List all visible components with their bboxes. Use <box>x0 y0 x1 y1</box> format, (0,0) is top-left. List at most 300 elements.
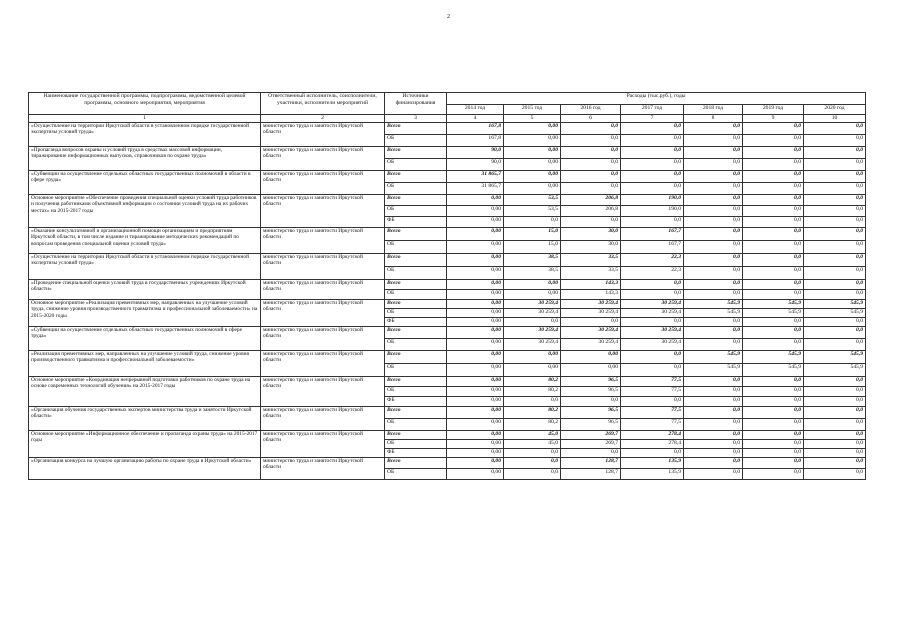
funding-source: Всего <box>385 377 447 387</box>
expense-value: 0,00 <box>447 241 504 254</box>
expense-value: 0,00 <box>504 147 561 159</box>
expense-value: 128,7 <box>561 458 621 469</box>
expense-value: 0,0 <box>743 458 804 469</box>
expense-value: 0,0 <box>804 397 866 407</box>
expense-value: 0,0 <box>504 318 561 327</box>
activity-name: «Субвенции на осуществление отдельных областных государственных полномочий в области в сфере труда» <box>29 171 261 195</box>
expense-value: 30 259,4 <box>621 327 684 339</box>
funding-source: ОБ <box>385 159 447 171</box>
expense-value: 0,0 <box>504 458 561 469</box>
expense-value: 545,9 <box>743 300 804 309</box>
expense-value: 77,5 <box>621 419 684 431</box>
expense-value: 0,0 <box>804 267 866 280</box>
expense-value: 45,0 <box>504 440 561 449</box>
executor-name: министерство труда и занятости Иркутской области <box>261 147 385 171</box>
expense-value: 0,0 <box>804 183 866 195</box>
expense-value: 0,00 <box>447 440 504 449</box>
expense-value: 0,0 <box>743 327 804 339</box>
expense-value: 278,4 <box>621 440 684 449</box>
expense-value: 0,0 <box>743 318 804 327</box>
expense-value: 0,00 <box>447 254 504 267</box>
expense-value: 33,5 <box>561 254 621 267</box>
expense-value: 80,2 <box>504 387 561 397</box>
header-year: 2018 год <box>684 105 743 115</box>
funding-source: ОБ <box>385 290 447 300</box>
funding-source: ФБ <box>385 449 447 458</box>
expense-value: 0,0 <box>684 397 743 407</box>
expense-value: 135,9 <box>621 458 684 469</box>
page-number: 2 <box>447 14 450 20</box>
expense-value: 0,0 <box>804 339 866 351</box>
funding-source: Всего <box>385 458 447 469</box>
expense-value: 30 259,4 <box>621 309 684 318</box>
expense-value: 545,9 <box>684 364 743 377</box>
expense-value: 0,0 <box>743 228 804 241</box>
expense-value: 135,9 <box>621 469 684 480</box>
column-index: 5 <box>504 115 561 123</box>
expense-value: 96,5 <box>561 377 621 387</box>
expense-value: 31 865,7 <box>447 183 504 195</box>
expense-value: 0,0 <box>684 327 743 339</box>
expense-value: 0,0 <box>621 290 684 300</box>
table-row <box>29 377 866 387</box>
expense-value: 22,3 <box>621 254 684 267</box>
expense-value: 0,0 <box>561 318 621 327</box>
expense-value: 143,3 <box>561 280 621 290</box>
column-index: 7 <box>621 115 684 123</box>
expense-value: 0,0 <box>684 183 743 195</box>
column-index: 6 <box>561 115 621 123</box>
expense-value: 278,4 <box>621 431 684 440</box>
expense-value: 0,00 <box>447 458 504 469</box>
funding-source: ОБ <box>385 419 447 431</box>
expense-value: 0,0 <box>561 123 621 135</box>
expense-value: 0,0 <box>743 159 804 171</box>
expense-value: 30,0 <box>561 241 621 254</box>
expense-value: 0,00 <box>447 228 504 241</box>
expense-value: 545,9 <box>743 351 804 364</box>
expense-value: 0,00 <box>504 135 561 147</box>
funding-source: ОБ <box>385 440 447 449</box>
expense-value: 0,0 <box>684 449 743 458</box>
expense-value: 0,00 <box>504 290 561 300</box>
funding-source: Всего <box>385 431 447 440</box>
funding-source: ОБ <box>385 183 447 195</box>
expense-value: 0,0 <box>684 458 743 469</box>
table-row <box>29 327 866 339</box>
table-row <box>29 458 866 469</box>
funding-source: ОБ <box>385 309 447 318</box>
funding-source: ОБ <box>385 469 447 480</box>
funding-source: Всего <box>385 327 447 339</box>
expense-value: 0,0 <box>804 217 866 228</box>
expense-value: 53,5 <box>504 195 561 206</box>
expense-value: 0,0 <box>743 387 804 397</box>
funding-source: Всего <box>385 300 447 309</box>
expense-value: 0,0 <box>804 254 866 267</box>
expense-value: 545,9 <box>743 364 804 377</box>
expense-value: 545,9 <box>684 300 743 309</box>
expense-value: 0,0 <box>684 254 743 267</box>
expense-value: 0,0 <box>804 407 866 419</box>
funding-source: Всего <box>385 123 447 135</box>
expense-value: 167,7 <box>621 228 684 241</box>
expense-value: 0,0 <box>621 217 684 228</box>
expense-value: 0,0 <box>684 135 743 147</box>
expense-value: 190,0 <box>621 206 684 217</box>
expense-value: 0,0 <box>804 159 866 171</box>
header-expenses: Расходы (тыс.руб.), годы <box>447 93 866 105</box>
expense-value: 0,0 <box>684 147 743 159</box>
expense-value: 0,0 <box>743 407 804 419</box>
executor-name: министерство труда и занятости Иркутской области <box>261 228 385 254</box>
expense-value: 0,00 <box>447 290 504 300</box>
expense-value: 545,9 <box>684 309 743 318</box>
expense-value: 0,0 <box>743 147 804 159</box>
expense-value: 77,5 <box>621 377 684 387</box>
expense-value: 0,00 <box>447 327 504 339</box>
expense-value: 0,0 <box>684 377 743 387</box>
expense-value: 0,0 <box>684 195 743 206</box>
expense-value: 0,0 <box>684 159 743 171</box>
expense-value: 0,0 <box>804 440 866 449</box>
expense-value: 0,0 <box>743 397 804 407</box>
expense-value: 0,0 <box>561 397 621 407</box>
expense-value: 15,0 <box>504 228 561 241</box>
expense-value: 0,00 <box>447 206 504 217</box>
activity-name: Основное мероприятие «Информационное обеспечение и пропаганда охраны труда» на 2015-2017 годы <box>29 431 261 458</box>
activity-name: «Проведение специальной оценки условий труда в государственных учреждениях Иркутской области» <box>29 280 261 300</box>
expense-value: 0,00 <box>447 309 504 318</box>
expense-value: 0,0 <box>621 171 684 183</box>
header-year: 2014 год <box>447 105 504 115</box>
expense-value: 53,5 <box>504 206 561 217</box>
expense-value: 90,0 <box>447 159 504 171</box>
expense-value: 0,00 <box>447 195 504 206</box>
expense-value: 206,8 <box>561 206 621 217</box>
header-year: 2017 год <box>621 105 684 115</box>
expense-value: 0,0 <box>684 469 743 480</box>
funding-source: ОБ <box>385 267 447 280</box>
expense-value: 0,0 <box>743 195 804 206</box>
activity-name: «Субвенции на осуществление отдельных областных государственных полномочий в сфере труда» <box>29 327 261 351</box>
expense-value: 30 259,4 <box>561 339 621 351</box>
expense-value: 0,0 <box>804 327 866 339</box>
expense-value: 0,00 <box>447 397 504 407</box>
funding-source: ОБ <box>385 387 447 397</box>
funding-source: ОБ <box>385 364 447 377</box>
expense-value: 0,0 <box>743 431 804 440</box>
expense-value: 167,8 <box>447 135 504 147</box>
expense-value: 0,0 <box>804 280 866 290</box>
expense-value: 0,00 <box>447 431 504 440</box>
expense-value: 0,0 <box>743 135 804 147</box>
expense-value: 80,2 <box>504 377 561 387</box>
expense-value: 0,0 <box>684 290 743 300</box>
funding-source: ОБ <box>385 339 447 351</box>
funding-source: Всего <box>385 147 447 159</box>
activity-name: «Пропаганда вопросов охраны и условий труда в средствах массовой информации, тиражирование информационных выпусков, справочников по охране труда» <box>29 147 261 171</box>
column-index: 9 <box>743 115 804 123</box>
expense-value: 0,0 <box>743 217 804 228</box>
expense-value: 0,0 <box>684 440 743 449</box>
expense-value: 0,0 <box>804 431 866 440</box>
header-year: 2019 год <box>743 105 804 115</box>
expense-value: 30 259,4 <box>561 309 621 318</box>
expense-value: 0,0 <box>804 135 866 147</box>
table-row <box>29 300 866 309</box>
expense-value: 545,9 <box>684 351 743 364</box>
expense-value: 80,2 <box>504 407 561 419</box>
expense-value: 0,0 <box>804 123 866 135</box>
expense-value: 15,0 <box>504 241 561 254</box>
expense-value: 0,0 <box>684 280 743 290</box>
expense-value: 0,00 <box>447 419 504 431</box>
expense-value: 0,0 <box>743 440 804 449</box>
activity-name: «Оказание консультативной и организационной помощи организациям и предприятиям Иркутской области, в том числе издание и тиражирование методических рекомендаций по вопросам проведения специальной оценки условий труда» <box>29 228 261 254</box>
expense-value: 0,00 <box>447 469 504 480</box>
executor-name: министерство труда и занятости Иркутской области <box>261 280 385 300</box>
expense-value: 0,00 <box>447 217 504 228</box>
expense-value: 0,00 <box>561 364 621 377</box>
expense-value: 0,0 <box>621 123 684 135</box>
expense-value: 77,5 <box>621 407 684 419</box>
header-executor: Ответственный исполнитель, соисполнители, участники, исполнители мероприятий <box>261 93 385 115</box>
expense-value: 0,0 <box>621 318 684 327</box>
executor-name: министерство труда и занятости Иркутской области <box>261 254 385 280</box>
activity-name: «Организация конкурса на лучшую организацию работы по охране труда в Иркутской области» <box>29 458 261 480</box>
funding-source: Всего <box>385 171 447 183</box>
expense-value: 0,0 <box>561 159 621 171</box>
header-year: 2016 год <box>561 105 621 115</box>
expense-value: 0,0 <box>621 397 684 407</box>
expense-value: 0,00 <box>447 377 504 387</box>
expense-value: 30,0 <box>561 228 621 241</box>
expense-value: 0,0 <box>684 206 743 217</box>
expense-value: 545,9 <box>804 364 866 377</box>
expense-value: 0,0 <box>621 159 684 171</box>
expenses-table <box>28 92 866 480</box>
expense-value: 0,00 <box>447 280 504 290</box>
funding-source: Всего <box>385 351 447 364</box>
expense-value: 206,8 <box>561 195 621 206</box>
expense-value: 33,5 <box>561 267 621 280</box>
expense-value: 0,00 <box>504 123 561 135</box>
expense-value: 0,0 <box>743 419 804 431</box>
expense-value: 0,00 <box>447 339 504 351</box>
executor-name: министерство труда и занятости Иркутской области <box>261 458 385 480</box>
expense-value: 96,5 <box>561 419 621 431</box>
expense-value: 0,0 <box>621 135 684 147</box>
expense-value: 167,8 <box>447 123 504 135</box>
expense-value: 0,0 <box>804 228 866 241</box>
expense-value: 0,0 <box>804 171 866 183</box>
expense-value: 0,0 <box>804 195 866 206</box>
expense-value: 167,7 <box>621 241 684 254</box>
funding-source: Всего <box>385 280 447 290</box>
executor-name: министерство труда и занятости Иркутской области <box>261 123 385 147</box>
expense-value: 0,0 <box>561 171 621 183</box>
expense-value: 0,0 <box>743 290 804 300</box>
expense-value: 0,0 <box>743 123 804 135</box>
expense-value: 0,0 <box>561 135 621 147</box>
funding-source: ОБ <box>385 241 447 254</box>
expense-value: 0,00 <box>447 449 504 458</box>
expense-value: 0,0 <box>504 397 561 407</box>
funding-source: ФБ <box>385 397 447 407</box>
activity-name: «Осуществление на территории Иркутской области в установленном порядке государственной экспертизы условий труда» <box>29 254 261 280</box>
column-index: 2 <box>261 115 385 123</box>
expense-value: 0,0 <box>743 339 804 351</box>
funding-source: ФБ <box>385 217 447 228</box>
expense-value: 0,00 <box>561 351 621 364</box>
expense-value: 38,5 <box>504 267 561 280</box>
executor-name: министерство труда и занятости Иркутской области <box>261 327 385 351</box>
expense-value: 128,7 <box>561 469 621 480</box>
expense-value: 0,0 <box>804 458 866 469</box>
expense-value: 0,0 <box>804 419 866 431</box>
expense-value: 0,0 <box>804 290 866 300</box>
table-row <box>29 351 866 364</box>
expense-value: 0,0 <box>804 147 866 159</box>
expense-value: 0,00 <box>447 318 504 327</box>
funding-source: Всего <box>385 254 447 267</box>
executor-name: министерство труда и занятости Иркутской области <box>261 407 385 431</box>
expense-value: 0,0 <box>804 469 866 480</box>
activity-name: Основное мероприятие «Обеспечение проведения специальной оценки условий труда работников и получения работниками объективной информации о состоянии условий труда на их рабочих местах» на 2015-2017 годы <box>29 195 261 228</box>
funding-source: Всего <box>385 228 447 241</box>
expense-value: 0,00 <box>504 280 561 290</box>
expense-value: 269,7 <box>561 440 621 449</box>
expense-value: 0,0 <box>621 280 684 290</box>
expense-value: 77,5 <box>621 387 684 397</box>
table-row <box>29 431 866 440</box>
activity-name: «Реализация превентивных мер, направленных на улучшение условий труда, снижение уровня производственного травматизма и профессиональной заболеваемости» <box>29 351 261 377</box>
expense-value: 90,0 <box>447 147 504 159</box>
expense-value: 0,00 <box>504 159 561 171</box>
expense-value: 0,0 <box>621 351 684 364</box>
expense-value: 0,0 <box>684 267 743 280</box>
executor-name: министерство труда и занятости Иркутской области <box>261 431 385 458</box>
expense-value: 0,0 <box>804 449 866 458</box>
expense-value: 0,0 <box>621 449 684 458</box>
table-row <box>29 195 866 206</box>
activity-name: Основное мероприятие «Координация непрерывной подготовки работников по охране труда на основе современных технологий обучения» на 2015-2017 годы <box>29 377 261 407</box>
expense-value: 22,3 <box>621 267 684 280</box>
expense-value: 545,9 <box>743 309 804 318</box>
expense-value: 0,00 <box>504 183 561 195</box>
expense-value: 0,00 <box>447 300 504 309</box>
funding-source: ОБ <box>385 206 447 217</box>
funding-source: Всего <box>385 407 447 419</box>
expense-value: 0,0 <box>743 171 804 183</box>
column-index: 4 <box>447 115 504 123</box>
expense-value: 0,0 <box>804 387 866 397</box>
expense-value: 0,00 <box>447 407 504 419</box>
expense-value: 0,0 <box>684 407 743 419</box>
funding-source: ОБ <box>385 135 447 147</box>
expense-value: 143,3 <box>561 290 621 300</box>
expense-value: 0,0 <box>684 339 743 351</box>
expense-value: 0,00 <box>504 364 561 377</box>
table-row <box>29 254 866 267</box>
expense-value: 30 259,4 <box>504 309 561 318</box>
table-row <box>29 171 866 183</box>
expense-value: 0,0 <box>743 280 804 290</box>
expense-value: 96,5 <box>561 387 621 397</box>
expense-value: 0,0 <box>684 387 743 397</box>
expense-value: 0,0 <box>621 147 684 159</box>
expense-value: 45,0 <box>504 431 561 440</box>
expense-value: 0,0 <box>684 171 743 183</box>
expense-value: 0,0 <box>684 241 743 254</box>
executor-name: министерство труда и занятости Иркутской области <box>261 300 385 327</box>
expense-value: 30 259,4 <box>621 300 684 309</box>
expense-value: 0,0 <box>504 217 561 228</box>
expense-value: 0,0 <box>684 318 743 327</box>
activity-name: Основное мероприятие «Реализация превентивных мер, направленных на улучшение условий труда, снижение уровня производственного травматизма и профессиональной заболеваемости» на 2015-2020 годы <box>29 300 261 327</box>
expense-value: 0,0 <box>743 469 804 480</box>
header-year: 2015 год <box>504 105 561 115</box>
expense-value: 96,5 <box>561 407 621 419</box>
executor-name: министерство труда и занятости Иркутской области <box>261 377 385 407</box>
expense-value: 0,00 <box>447 267 504 280</box>
expense-value: 30 259,4 <box>561 300 621 309</box>
expense-value: 0,0 <box>561 449 621 458</box>
expense-value: 0,0 <box>621 364 684 377</box>
expense-value: 0,0 <box>804 206 866 217</box>
executor-name: министерство труда и занятости Иркутской области <box>261 171 385 195</box>
table-row <box>29 147 866 159</box>
expense-value: 0,0 <box>561 217 621 228</box>
expense-value: 30 259,4 <box>621 339 684 351</box>
expense-value: 0,0 <box>743 377 804 387</box>
expense-value: 38,5 <box>504 254 561 267</box>
expense-value: 0,00 <box>447 387 504 397</box>
funding-source: Всего <box>385 195 447 206</box>
header-name: Наименование государственной программы, подпрограммы, ведомственной целевой программы, основного мероприятия, мероприятия <box>29 93 261 115</box>
expense-value: 0,0 <box>561 147 621 159</box>
expense-value: 0,00 <box>504 351 561 364</box>
activity-name: «Организация обучения государственных экспертов министерства труда и занятости Иркутской области» <box>29 407 261 431</box>
expense-value: 30 259,4 <box>504 339 561 351</box>
funding-source: ФБ <box>385 318 447 327</box>
expense-value: 0,00 <box>447 351 504 364</box>
expense-value: 269,7 <box>561 431 621 440</box>
expense-value: 0,00 <box>447 364 504 377</box>
expense-value: 0,0 <box>743 254 804 267</box>
expense-value: 0,0 <box>561 183 621 195</box>
expense-value: 0,0 <box>684 419 743 431</box>
executor-name: министерство труда и занятости Иркутской области <box>261 351 385 377</box>
header-source: Источники финансирования <box>385 93 447 115</box>
expense-value: 190,0 <box>621 195 684 206</box>
expense-value: 0,0 <box>504 469 561 480</box>
expense-value: 0,0 <box>684 123 743 135</box>
expense-value: 545,9 <box>804 351 866 364</box>
table-row <box>29 123 866 135</box>
expense-value: 0,0 <box>743 449 804 458</box>
column-index: 10 <box>804 115 866 123</box>
expense-value: 0,0 <box>684 431 743 440</box>
expense-value: 0,0 <box>743 183 804 195</box>
expense-value: 0,0 <box>743 206 804 217</box>
header-year: 2020 год <box>804 105 866 115</box>
expense-value: 0,0 <box>804 318 866 327</box>
activity-name: «Осуществление на территории Иркутской области в установленном порядке государственной экспертизы условий труда» <box>29 123 261 147</box>
table-row <box>29 407 866 419</box>
table-row <box>29 228 866 241</box>
